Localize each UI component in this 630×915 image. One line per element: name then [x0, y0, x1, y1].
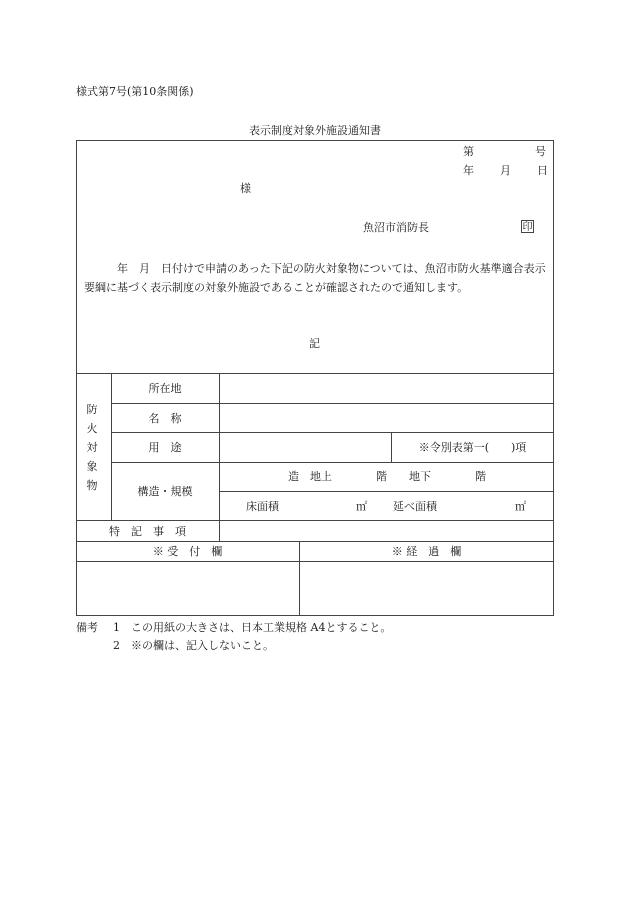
- total-area-label: 延べ面積: [393, 500, 437, 513]
- note-2-text: ※の欄は、記入しないこと。: [131, 639, 274, 652]
- document-title: 表示制度対象外施設通知書: [249, 124, 381, 137]
- row-line: [219, 491, 554, 492]
- seal-mark: 印: [522, 222, 533, 233]
- reception-header: ※ 受 付 欄: [152, 545, 223, 558]
- section-label-vertical: 防 火 対 象 物: [86, 403, 98, 492]
- date-month: 月: [500, 164, 511, 177]
- issuer: 魚沼市消防長: [363, 221, 429, 234]
- note-1-text: この用紙の大きさは、日本工業規格 A4とすること。: [131, 621, 392, 634]
- usage-category-field: ※令別表第一( )項: [418, 441, 527, 454]
- note-1-number: 1: [113, 621, 120, 634]
- structure-floors-line: 造 地上 階 地下 階: [288, 470, 486, 483]
- floor-area-unit: ㎡: [356, 500, 367, 513]
- date-year: 年: [463, 164, 474, 177]
- row-line: [76, 561, 554, 562]
- label-location: 所在地: [148, 382, 182, 395]
- total-area-unit: ㎡: [515, 500, 526, 513]
- addressee-suffix: 様: [240, 182, 251, 195]
- number-suffix: 号: [535, 145, 546, 158]
- col-line: [219, 373, 220, 541]
- label-name: 名 称: [148, 411, 182, 425]
- note-2-number: 2: [113, 639, 120, 652]
- ki-label: 記: [309, 337, 320, 350]
- body-text: 年 月 日付けで申請のあった下記の防火対象物については、魚沼市防火基準適合表示要綱に基づく表示制度の対象外施設であることが確認されたので通知します。: [84, 262, 546, 294]
- notes-label: 備考: [76, 621, 98, 634]
- floor-area-label: 床面積: [246, 500, 279, 513]
- number-prefix: 第: [463, 145, 474, 158]
- date-day: 日: [537, 164, 548, 177]
- label-structure: 構造・規模: [137, 485, 193, 498]
- progress-header: ※ 経 過 欄: [391, 545, 462, 558]
- label-usage: 用 途: [148, 441, 182, 454]
- form-number: 様式第7号(第10条関係): [76, 85, 194, 98]
- label-special-notes: 特 記 事 項: [109, 524, 186, 538]
